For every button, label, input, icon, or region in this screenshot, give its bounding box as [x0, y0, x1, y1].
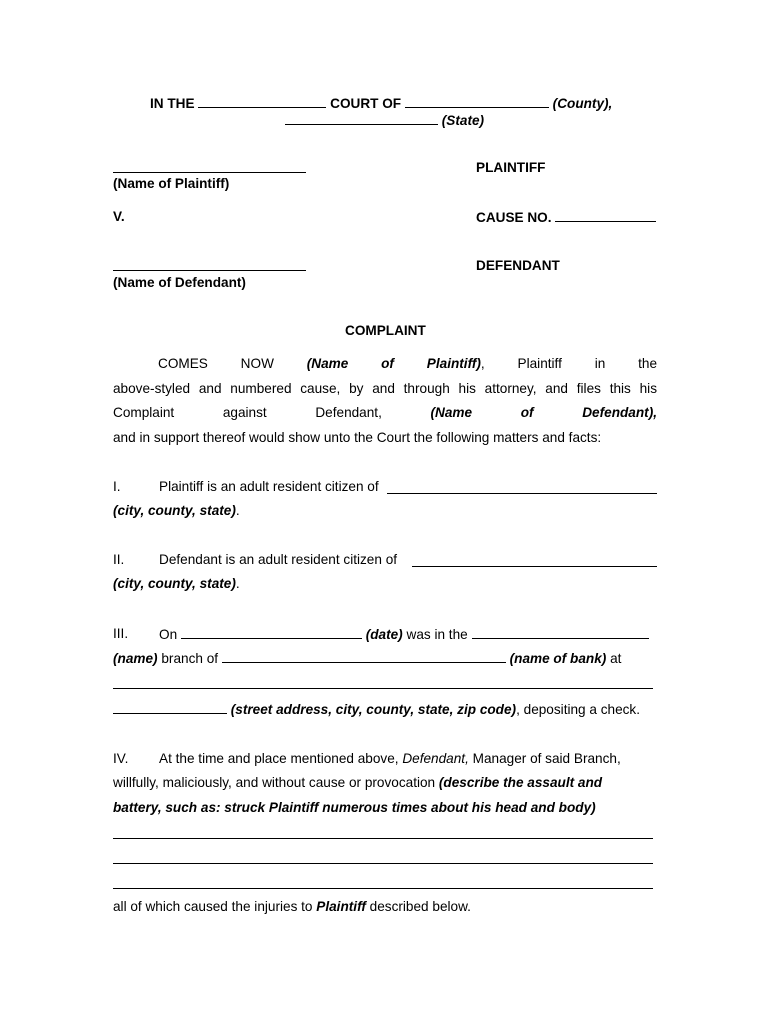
versus-label: V. [113, 209, 125, 224]
court-name-blank[interactable] [198, 95, 326, 108]
section-i-end: . [235, 503, 240, 518]
section-iv-willfully: willfully, maliciously, and without cause or provocation [113, 775, 436, 790]
section-iv-line-2 [113, 775, 602, 790]
section-i-number: I. [113, 479, 121, 494]
section-iii-line-2 [113, 650, 621, 666]
section-iii-date-blank[interactable] [181, 626, 362, 639]
intro-line-1 [113, 356, 657, 371]
section-ii-end: . [235, 576, 240, 591]
section-ii-hint: (city, county, state) [113, 576, 236, 591]
section-iv-time-place: At the time and place mentioned above, [159, 751, 399, 766]
intro-defendant-hint: (Name of Defendant), [430, 405, 657, 420]
section-iii-bank-hint: (name of bank) [509, 651, 607, 666]
section-iv-description-blank-1[interactable] [113, 838, 653, 839]
plaintiff-name-blank[interactable] [113, 172, 306, 173]
intro-line-3 [113, 405, 657, 420]
caption-in-the: IN THE [150, 96, 195, 111]
intro-line-2: above-styled and numbered cause, by and through his attorney, and files this his [113, 381, 657, 396]
section-iii-line-4 [113, 701, 640, 717]
cause-no-blank[interactable] [555, 209, 656, 222]
defendant-name-blank[interactable] [113, 270, 306, 271]
section-iv-description-blank-3[interactable] [113, 888, 653, 889]
caption-line-1 [150, 95, 612, 111]
section-i-hint: (city, county, state) [113, 503, 236, 518]
section-iii-was-in: was in the [406, 627, 468, 642]
section-iii-name-hint: (name) [113, 651, 158, 666]
plaintiff-name-label: (Name of Plaintiff) [113, 176, 230, 191]
county-blank[interactable] [405, 95, 549, 108]
section-iv-describe: (describe the assault and [438, 775, 603, 790]
intro-line-4: and in support thereof would show unto the Court the following matters and facts: [113, 430, 602, 445]
caption-county: (County), [552, 96, 613, 111]
section-iii-address-blank-1[interactable] [113, 688, 653, 689]
defendant-name-label: (Name of Defendant) [113, 275, 246, 290]
section-ii-number: II. [113, 552, 125, 567]
caption-court-of: COURT OF [330, 96, 402, 111]
section-iii-branch-of: branch of [161, 651, 219, 666]
section-iii-line-1 [159, 626, 649, 642]
section-ii-residence-blank[interactable] [412, 566, 657, 567]
caption-state: (State) [441, 113, 485, 128]
section-iv-manager: Manager of said Branch, [472, 751, 621, 766]
intro-plaintiff-hint: (Name of Plaintiff) [306, 356, 481, 371]
section-iv-line-3: battery, such as: struck Plaintiff numerous times about his head and body) [113, 800, 596, 815]
section-iii-address-hint: (street address, city, county, state, zip code) [230, 702, 517, 717]
section-iii-at: at [610, 651, 622, 666]
section-iv-closing-plaintiff: Plaintiff [316, 899, 366, 914]
section-iv-closing-a: all of which caused the injuries to [113, 899, 313, 914]
section-i-residence-blank[interactable] [387, 493, 657, 494]
plaintiff-heading: PLAINTIFF [476, 160, 546, 175]
section-iv-number: IV. [113, 751, 129, 766]
section-ii-hint-line [113, 576, 240, 591]
section-iii-depositing: , depositing a check. [516, 702, 641, 717]
section-ii-text: Defendant is an adult resident citizen of [159, 552, 398, 567]
section-i-text: Plaintiff is an adult resident citizen of [159, 479, 379, 494]
intro-plaintiff-role: , Plaintiff in the [480, 356, 657, 371]
comes-now: COMES NOW [158, 356, 274, 371]
cause-no-line [476, 209, 656, 225]
section-iii-date-hint: (date) [365, 627, 403, 642]
document-title: COMPLAINT [345, 323, 426, 338]
section-iii-address-blank-2[interactable] [113, 701, 227, 714]
cause-no-label: CAUSE NO. [476, 210, 552, 225]
section-iv-defendant: Defendant, [402, 751, 469, 766]
complaint-against: Complaint against Defendant, [113, 405, 382, 420]
state-blank[interactable] [285, 112, 438, 125]
section-iii-name-blank[interactable] [472, 626, 649, 639]
section-i-hint-line [113, 503, 240, 518]
section-iv-closing-c: described below. [369, 899, 471, 914]
section-iii-bank-blank[interactable] [222, 650, 506, 663]
section-iii-on: On [159, 627, 178, 642]
section-iv-line-1 [159, 751, 621, 766]
section-iv-closing [113, 899, 471, 914]
section-iv-description-blank-2[interactable] [113, 863, 653, 864]
section-iii-number: III. [113, 626, 129, 641]
defendant-heading: DEFENDANT [476, 258, 560, 273]
caption-line-2 [285, 112, 484, 128]
